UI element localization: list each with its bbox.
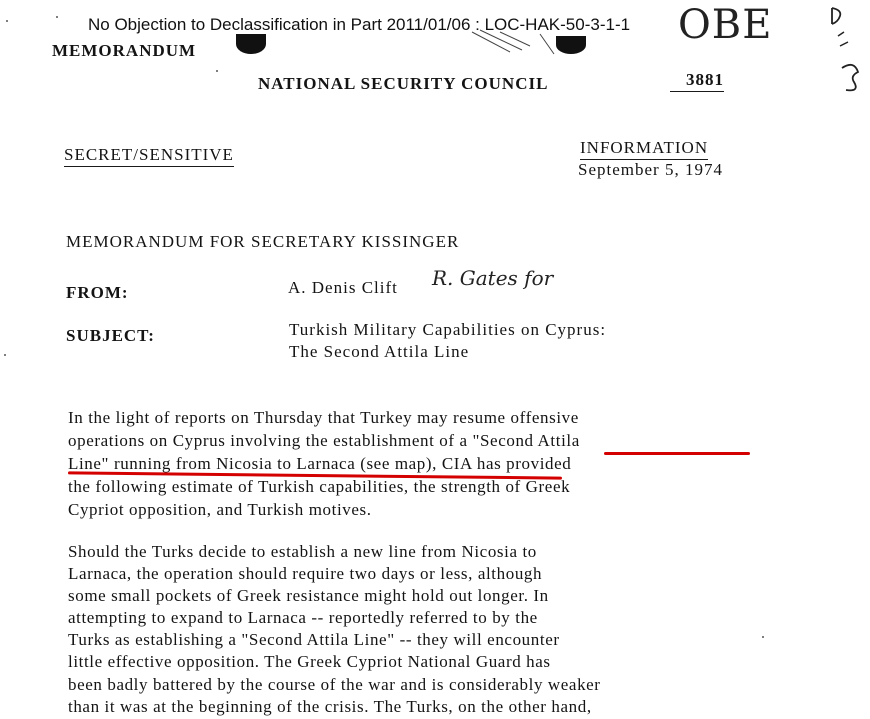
scribble-mark — [470, 28, 560, 58]
para1-line-3: Line" running from Nicosia to Larnaca (see map), CIA has provided — [68, 454, 572, 473]
addressee-line: MEMORANDUM FOR SECRETARY KISSINGER — [66, 232, 460, 251]
scan-speck — [216, 70, 218, 72]
subject-label: SUBJECT: — [66, 326, 155, 345]
punch-hole-right — [556, 36, 586, 54]
para2-line-4: attempting to expand to Larnaca -- reportedly referred to by the — [68, 608, 538, 627]
para1-line-1: In the light of reports on Thursday that Turkey may resume offensive — [68, 408, 579, 427]
information-label: INFORMATION — [580, 138, 708, 160]
scan-speck — [6, 20, 8, 22]
classification-marking: SECRET/SENSITIVE — [64, 145, 234, 167]
para2-line-6: little effective opposition. The Greek Cypriot National Guard has — [68, 652, 551, 671]
para1-line-4: the following estimate of Turkish capabilities, the strength of Greek — [68, 477, 571, 496]
from-value: A. Denis Clift — [288, 278, 398, 297]
gates-signature — [432, 262, 553, 292]
obe-handwritten-stamp: OBE — [678, 2, 773, 48]
scan-speck — [4, 354, 6, 356]
subject-line-2: The Second Attila Line — [289, 342, 470, 361]
margin-handwriting-mark — [820, 2, 870, 102]
para2-line-5: Turks as establishing a "Second Attila Line" -- they will encounter — [68, 630, 560, 649]
para2-line-8: than it was at the beginning of the crisis. The Turks, on the other hand, — [68, 697, 592, 716]
declassification-notice: No Objection to Declassification in Part 2011/01/06 : LOC-HAK-50-3-1-1 — [88, 15, 631, 34]
agency-heading: NATIONAL SECURITY COUNCIL — [258, 74, 549, 93]
para2-line-7: been badly battered by the course of the war and is considerably weaker — [68, 675, 601, 694]
scan-speck — [56, 16, 58, 18]
punch-hole-left — [236, 34, 266, 54]
memo-date: September 5, 1974 — [578, 160, 723, 179]
para2-line-2: Larnaca, the operation should require two days or less, although — [68, 564, 543, 583]
memorandum-heading: MEMORANDUM — [52, 41, 197, 60]
highlight-underline-1 — [604, 452, 750, 455]
para1-line-5: Cypriot opposition, and Turkish motives. — [68, 500, 372, 519]
para1-line-2: operations on Cyprus involving the establishment of a "Second Attila — [68, 431, 580, 450]
document-number: 3881 — [670, 70, 724, 92]
scan-speck — [762, 636, 764, 638]
subject-line-1: Turkish Military Capabilities on Cyprus: — [289, 320, 607, 339]
para2-line-3: some small pockets of Greek resistance might hold out longer. In — [68, 586, 549, 605]
signature-text: R. Gates for — [432, 266, 554, 290]
from-label: FROM: — [66, 283, 129, 302]
para2-line-1: Should the Turks decide to establish a new line from Nicosia to — [68, 542, 537, 561]
